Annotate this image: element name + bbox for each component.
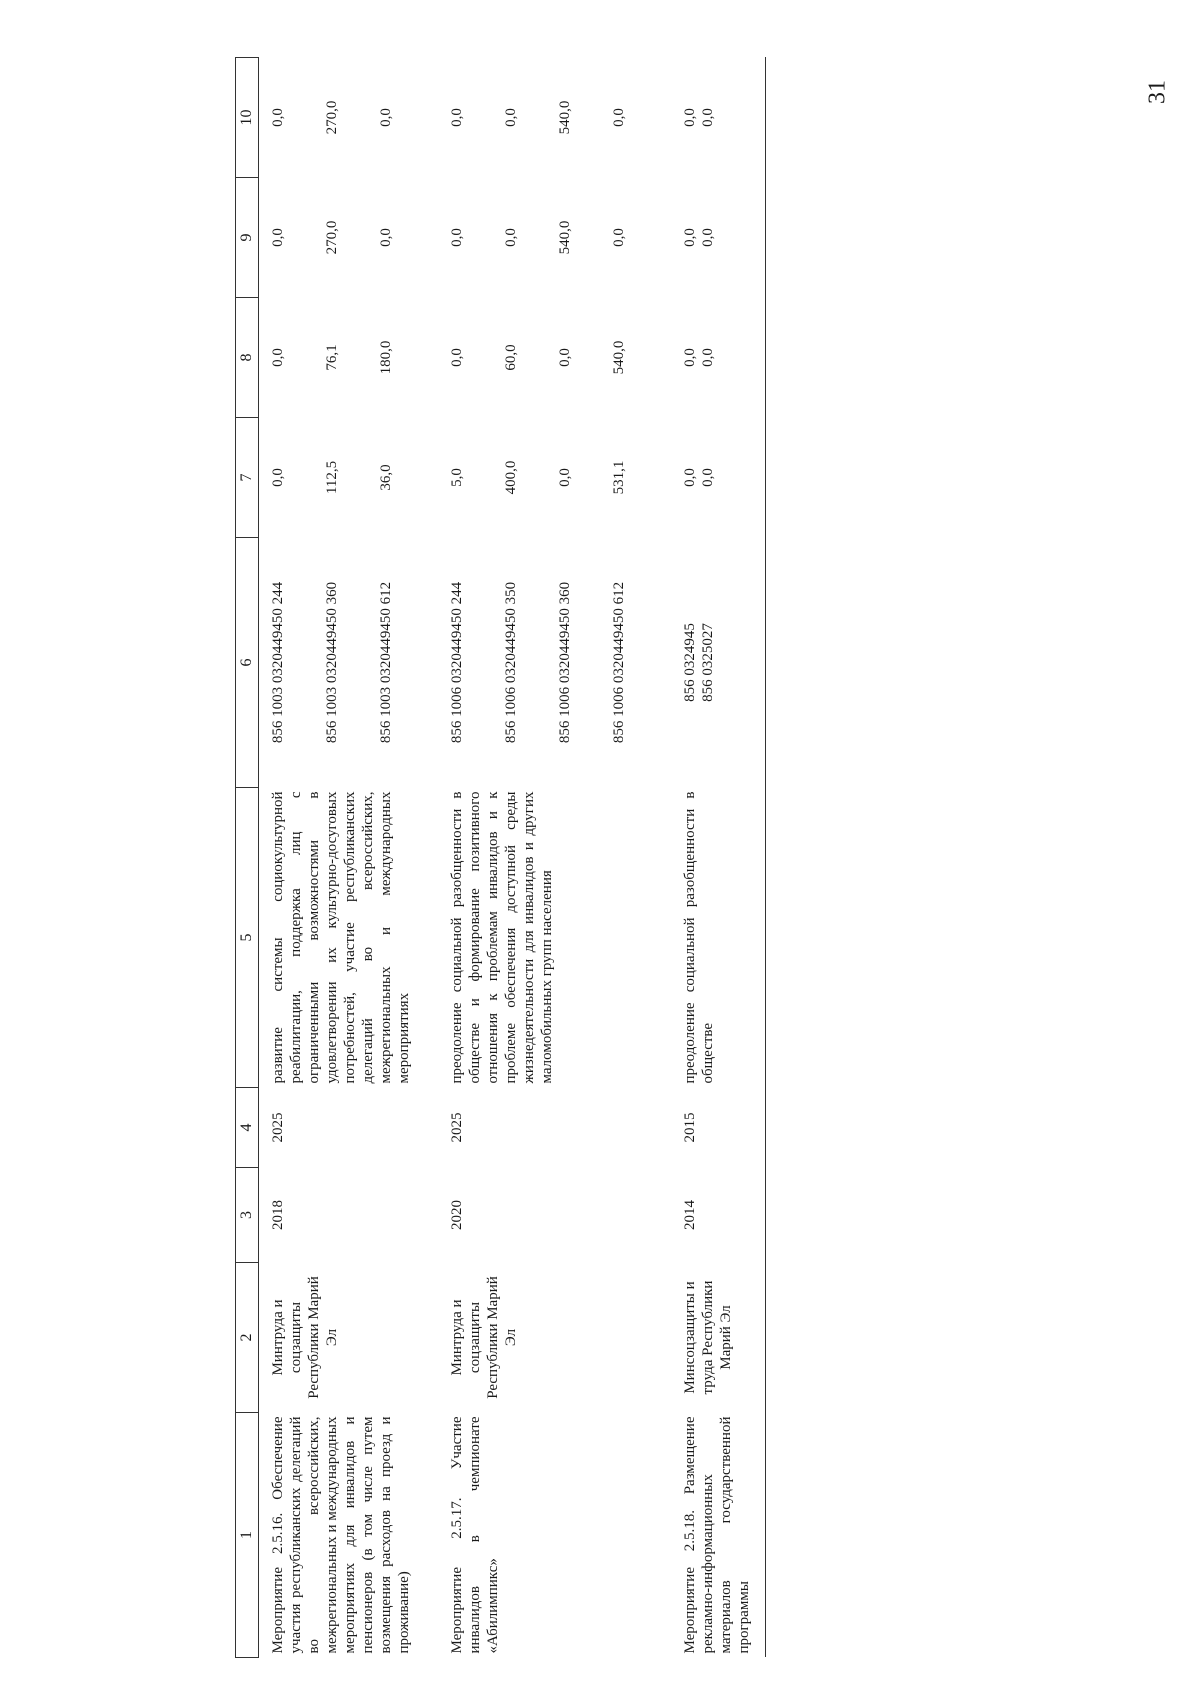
value-cell: 0,0 [611,228,627,247]
value-cell: 0,0 [449,108,465,127]
value-cell: 36,0 [378,464,394,491]
col-header-5: 5 [236,788,259,1088]
col8-values [443,298,676,418]
col-header-4: 4 [236,1088,259,1168]
value-cell: 531,1 [611,460,627,495]
responsible-executor: Минтруда и соцзащиты Республики Марий Эл [449,1276,519,1399]
responsible-executor: Минтруда и соцзащиты Республики Марий Эл [270,1276,340,1399]
col-header-2: 2 [236,1263,259,1413]
col9-values [443,178,676,298]
col8-values [259,298,444,418]
budget-code: 856 1006 0320449450 360 [557,581,573,744]
expected-result: развитие системы социокультурной реабилитации, поддержка лиц с ограниченными возможностями в удовлетворении их культурно-досуговых потребностей, участие республиканских делегаций во всероссийских, межрегиональных и международных мероприятиях [270,791,412,1084]
value-cell: 0,0 [270,108,286,127]
value-cell: 180,0 [378,340,394,375]
value-cell: 0,0 [700,108,716,127]
value-cell: 540,0 [611,340,627,375]
value-cell: 0,0 [270,468,286,487]
col-header-9: 9 [236,178,259,298]
value-cell: 60,0 [503,344,519,371]
col10-values [676,58,766,178]
col9-values [676,178,766,298]
budget-codes [259,538,444,788]
budget-code: 856 0324945 [682,623,698,702]
expected-result: преодоление социальной разобщенности в обществе [676,788,766,1088]
value-cell: 270,0 [324,220,340,255]
end-year: 2025 [270,1112,286,1143]
value-cell: 540,0 [557,100,573,135]
value-cell: 0,0 [378,228,394,247]
col-header-10: 10 [236,58,259,178]
col-header-3: 3 [236,1168,259,1263]
table-row-2-5-16 [259,58,444,1658]
col9-values [259,178,444,298]
value-cell: 0,0 [611,108,627,127]
col7-values [676,418,766,538]
value-cell: 400,0 [503,460,519,495]
start-year: 2014 [676,1168,766,1263]
value-cell: 76,1 [324,344,340,371]
value-cell: 0,0 [700,228,716,247]
rotated-table-container [235,58,1200,1658]
col10-values [259,58,444,178]
col8-values [676,298,766,418]
value-cell: 0,0 [378,108,394,127]
value-cell: 5,0 [449,468,465,487]
col10-values [443,58,676,178]
col-header-8: 8 [236,298,259,418]
col7-values [259,418,444,538]
table-row-2-5-18 [676,58,766,1658]
budget-codes [443,538,676,788]
col-header-1: 1 [236,1413,259,1658]
start-year: 2020 [449,1200,465,1230]
value-cell: 540,0 [557,220,573,255]
value-cell: 0,0 [682,108,698,127]
start-year: 2018 [270,1200,286,1230]
value-cell: 112,5 [324,460,340,495]
responsible-executor: Минсоцзащиты и труда Республики Марий Эл [676,1263,766,1413]
budget-code: 856 0325027 [700,623,716,702]
col7-values [443,418,676,538]
col-header-6: 6 [236,538,259,788]
budget-code: 856 1006 0320449450 244 [449,581,465,744]
col-header-7: 7 [236,418,259,538]
budget-code: 856 1003 0320449450 360 [324,581,340,744]
program-table [235,57,766,1658]
value-cell: 0,0 [503,228,519,247]
budget-code: 856 1006 0320449450 612 [611,581,627,744]
value-cell: 0,0 [700,348,716,367]
measure-name: Мероприятие 2.5.17. Участие инвалидов в чемпионате «Абилимпикс» [449,1416,501,1654]
value-cell: 0,0 [449,228,465,247]
value-cell: 0,0 [682,468,698,487]
measure-name: Мероприятие 2.5.16. Обеспечение участия республиканских делегаций во всероссийских, межрегиональных и международных мероприятиях для инвалидов и пенсионеров (в том числе путем возмещения расходов на проезд и проживание) [270,1416,412,1654]
budget-code: 856 1003 0320449450 612 [378,581,394,744]
end-year: 2025 [449,1112,465,1143]
value-cell: 270,0 [324,100,340,135]
value-cell: 0,0 [557,468,573,487]
budget-code: 856 1003 0320449450 244 [270,581,286,744]
value-cell: 0,0 [270,348,286,367]
value-cell: 0,0 [682,348,698,367]
value-cell: 0,0 [449,348,465,367]
value-cell: 0,0 [503,108,519,127]
value-cell: 0,0 [557,348,573,367]
table-row-2-5-17 [443,58,676,1658]
measure-name: Мероприятие 2.5.18. Размещение рекламно-информационных материалов государственной программы [676,1413,766,1658]
page-number: 31 [1144,80,1171,104]
budget-code: 856 1006 0320449450 350 [503,581,519,744]
expected-result: преодоление социальной разобщенности в обществе и формирование позитивного отношения к проблемам инвалидов и к проблеме обеспечения доступной среды жизнедеятельности для инвалидов и других маломобильных групп населения [449,791,555,1084]
value-cell: 0,0 [700,468,716,487]
value-cell: 0,0 [682,228,698,247]
budget-codes [676,538,766,788]
end-year: 2015 [676,1088,766,1168]
value-cell: 0,0 [270,228,286,247]
header-row [236,58,259,1658]
